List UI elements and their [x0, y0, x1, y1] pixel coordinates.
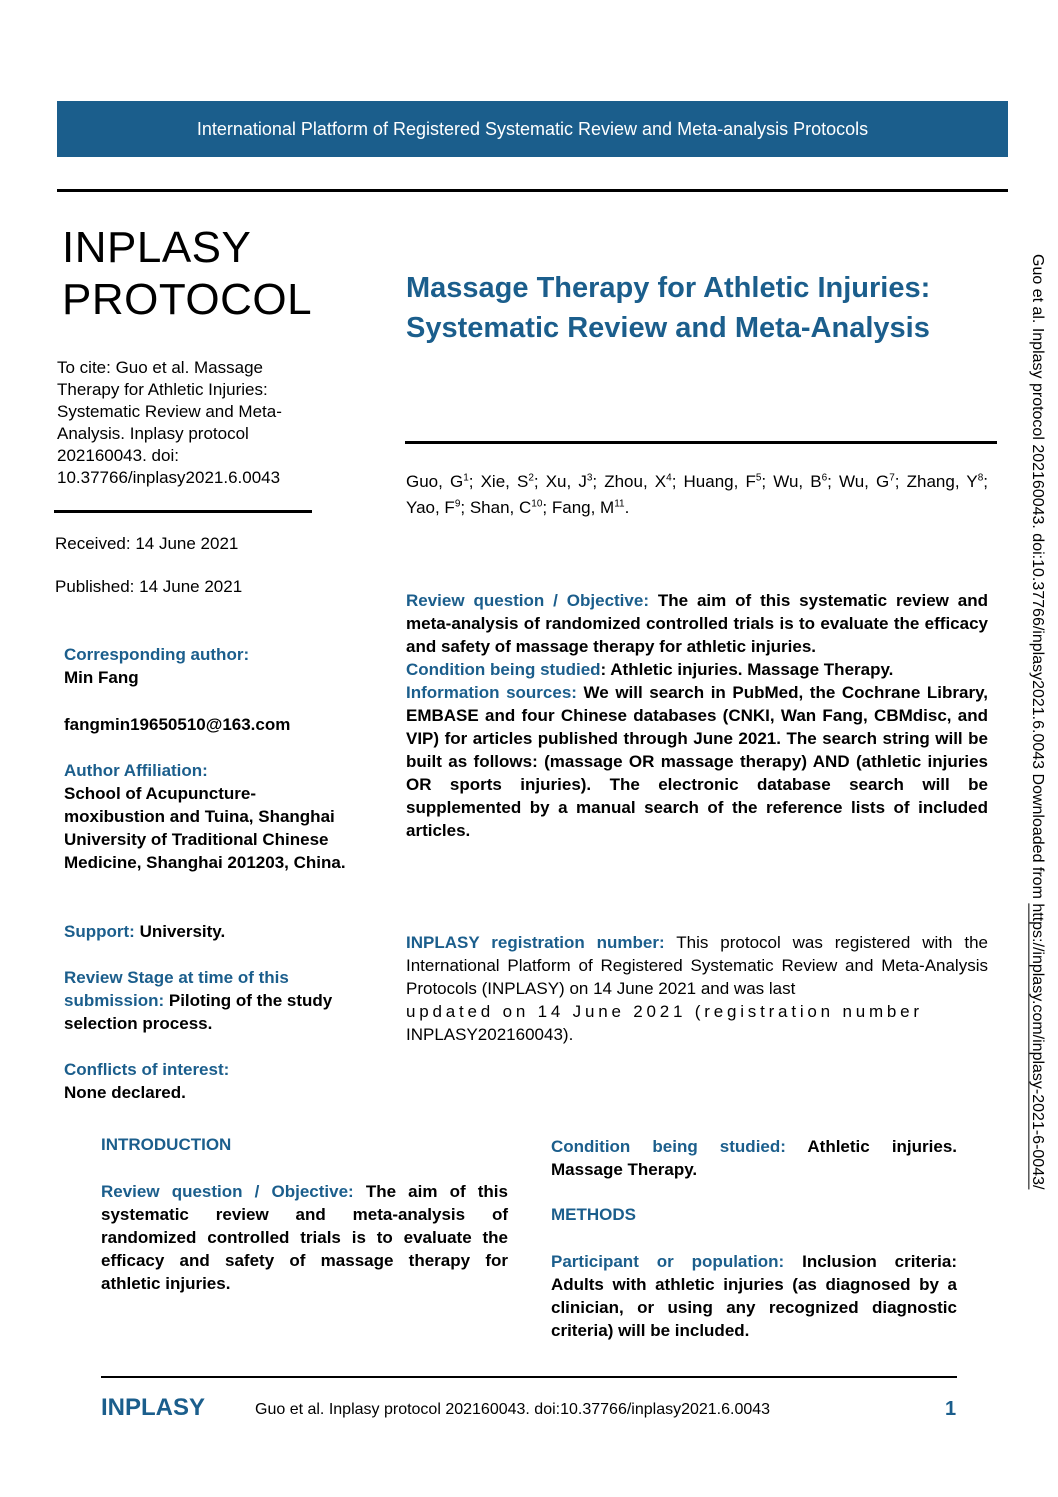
- author-name: Xu, J: [545, 471, 587, 491]
- brand-line1: INPLASY: [62, 223, 252, 272]
- intro-objective-text: The aim of this systematic review and meta-analysis of randomized controlled trials is to evaluate the efficacy and safety of massage therapy for athletic injuries.: [101, 1182, 508, 1293]
- conflicts-block: [64, 1058, 354, 1104]
- author-separator: ;: [671, 471, 684, 491]
- author-entry: [406, 498, 470, 517]
- received-date: Received: 14 June 2021: [55, 534, 239, 553]
- author-entry: [406, 472, 481, 491]
- conflicts-label: Conflicts of interest:: [64, 1060, 230, 1079]
- author-separator: .: [624, 498, 630, 518]
- author-affiliation-number: 7: [889, 472, 895, 483]
- author-list: [406, 466, 988, 519]
- corresponding-author-label: Corresponding author:: [64, 645, 250, 664]
- support-label: Support:: [64, 922, 135, 941]
- author-entry: [470, 498, 552, 517]
- author-affiliation-number: 4: [666, 472, 672, 483]
- participant-text: Inclusion criteria: Adults with athletic injuries (as diagnosed by a clinician, or using any recognized diagnostic criteria) will be included.: [551, 1252, 957, 1340]
- author-separator: ;: [533, 471, 546, 491]
- affiliation-text: School of Acupuncture-moxibustion and Tuina, Shanghai University of Traditional Chinese Medicine, Shanghai 201203, China.: [64, 784, 346, 872]
- author-name: Wu, B: [773, 471, 822, 491]
- author-affiliation-number: 9: [454, 498, 461, 510]
- author-separator: ;: [894, 471, 907, 491]
- top-rule: [57, 189, 1008, 192]
- registration-text: This protocol was registered with the International Platform of Registered Systematic Review and Meta-Analysis Protocols (INPLASY) on 14 June 2021 and was last: [406, 933, 988, 998]
- support-block: [64, 920, 354, 943]
- author-name: Zhou, X: [604, 471, 667, 491]
- author-entry: [604, 472, 683, 491]
- author-entry: [839, 472, 907, 491]
- condition-label: Condition being studied:: [551, 1137, 786, 1156]
- author-name: Zhang, Y: [906, 471, 978, 491]
- vertical-download-note: [1028, 254, 1046, 1189]
- author-name: Shan, C: [469, 498, 532, 518]
- methods-heading: METHODS: [551, 1205, 636, 1224]
- footer-citation: Guo et al. Inplasy protocol 202160043. doi:10.37766/inplasy2021.6.0043: [255, 1401, 771, 1418]
- author-entry: [481, 472, 546, 491]
- intro-objective-block: [101, 1180, 508, 1295]
- vertical-text: Guo et al. Inplasy protocol 202160043. doi:10.37766/inplasy2021.6.0043 Downloaded from: [1029, 254, 1046, 904]
- author-name: Guo, G: [406, 471, 464, 491]
- author-name: Fang, M: [551, 498, 615, 518]
- author-entry: [907, 472, 988, 491]
- page-number: 1: [945, 1398, 957, 1420]
- review-stage-label: Review Stage at time of this submission:: [64, 968, 289, 1010]
- author-entry: [773, 472, 839, 491]
- review-stage-block: [64, 966, 339, 1035]
- condition-block: [551, 1135, 957, 1181]
- summary-condition-text: : Athletic injuries. Massage Therapy.: [600, 660, 894, 679]
- affiliation-label: Author Affiliation:: [64, 761, 208, 780]
- summary-sources-text: We will search in PubMed, the Cochrane Library, EMBASE and four Chinese databases (CNKI, Wan Fang, CBMdisc, and VIP) for articles published through June 2021. The search string will be built as follows: (massage OR massage therapy) AND (athletic injuries OR sports injuries). The electronic database search will be supplemented by a manual search of the reference lists of included articles.: [406, 683, 988, 840]
- author-email: fangmin19650510@163.com: [64, 715, 291, 734]
- support-text: University.: [139, 922, 226, 941]
- brand-line2: PROTOCOL: [62, 275, 313, 324]
- footer-brand: INPLASY: [101, 1394, 206, 1421]
- author-separator: ;: [468, 471, 481, 491]
- author-name: Huang, F: [683, 471, 756, 491]
- condition-text: Athletic injuries. Massage Therapy.: [551, 1137, 958, 1179]
- citation-text: To cite: Guo et al. Massage Therapy for Athletic Injuries: Systematic Review and Meta-Analysis. Inplasy protocol 202160043. doi: 10.37766/inplasy2021.6.0043: [57, 358, 282, 487]
- article-title: Massage Therapy for Athletic Injuries: Systematic Review and Meta-Analysis: [406, 272, 931, 344]
- author-name: Xie, S: [480, 471, 529, 491]
- registration-number: INPLASY202160043).: [406, 1025, 574, 1044]
- author-separator: ;: [592, 471, 605, 491]
- introduction-heading: INTRODUCTION: [101, 1135, 232, 1154]
- author-name: Yao, F: [406, 498, 455, 518]
- summary-objective-label: Review question / Objective:: [406, 591, 649, 610]
- banner-text: International Platform of Registered Systematic Review and Meta-analysis Protocols: [196, 118, 869, 139]
- author-name: Wu, G: [838, 471, 890, 491]
- summary-sources-label: Information sources:: [406, 683, 577, 702]
- author-affiliation-number: 2: [528, 472, 534, 483]
- author-affiliation-number: 1: [463, 472, 469, 483]
- author-separator: ;: [542, 498, 552, 518]
- registration-block: [406, 931, 988, 1046]
- summary-objective-text: The aim of this systematic review and meta-analysis of randomized controlled trials is to evaluate the efficacy and safety of massage therapy for athletic injuries.: [406, 591, 988, 656]
- footer-rule: [101, 1376, 957, 1378]
- author-affiliation-number: 11: [614, 498, 625, 510]
- published-date: Published: 14 June 2021: [55, 577, 243, 596]
- summary-block: [406, 589, 988, 842]
- conflicts-text: None declared.: [64, 1083, 186, 1102]
- registration-label: INPLASY registration number:: [406, 933, 665, 952]
- author-separator: ;: [761, 471, 774, 491]
- author-affiliation-number: 8: [977, 472, 984, 483]
- inplasy-protocol-title: [62, 222, 312, 326]
- summary-condition-label: Condition being studied: [406, 660, 601, 679]
- corresponding-author-name: Min Fang: [64, 668, 139, 687]
- author-separator: ;: [460, 498, 470, 518]
- platform-banner: [57, 101, 1008, 157]
- review-stage-text: Piloting of the study selection process.: [64, 991, 333, 1033]
- participant-label: Participant or population:: [551, 1252, 785, 1271]
- corresponding-author-block: [64, 643, 354, 689]
- author-affiliation-number: 10: [531, 498, 543, 510]
- registration-updated: updated on 14 June 2021 (registration number: [406, 1002, 923, 1021]
- author-separator: ;: [983, 471, 988, 491]
- download-link[interactable]: https://inplasy.com/inplasy-2021-6-0043/: [1029, 903, 1046, 1190]
- author-affiliation-block: [64, 759, 349, 874]
- author-entry: [684, 472, 774, 491]
- author-affiliation-number: 3: [586, 472, 593, 483]
- title-rule: [405, 441, 997, 444]
- intro-objective-label: Review question / Objective:: [101, 1182, 354, 1201]
- author-affiliation-number: 5: [755, 472, 762, 483]
- author-separator: ;: [827, 471, 839, 491]
- participant-block: [551, 1250, 957, 1342]
- author-affiliation-number: 6: [821, 472, 828, 483]
- author-entry: [552, 498, 629, 517]
- cite-rule: [54, 510, 312, 513]
- author-entry: [546, 472, 605, 491]
